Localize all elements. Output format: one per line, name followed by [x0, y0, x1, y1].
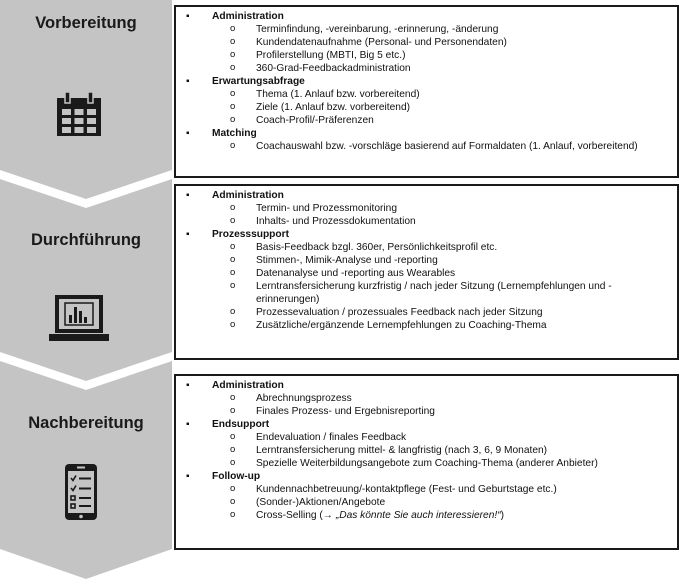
section-follow-up — [176, 470, 677, 522]
section-heading: ▪ Administration — [176, 10, 677, 23]
section-heading: ▪ Matching — [176, 127, 677, 140]
list-item: o Prozessevaluation / prozessuales Feedback nach jeder Sitzung — [176, 306, 677, 319]
list-item: o Endevaluation / finales Feedback — [176, 431, 677, 444]
phone-checklist-icon — [64, 463, 98, 521]
section-heading: ▪ Follow-up — [176, 470, 677, 483]
list-item: o Abrechnungsprozess — [176, 392, 677, 405]
list-item: o Zusätzliche/ergänzende Lernempfehlungen zu Coaching-Thema — [176, 319, 677, 332]
section-heading: ▪ Endsupport — [176, 418, 677, 431]
list-item: o Datenanalyse und -reporting aus Wearables — [176, 267, 677, 280]
section-heading: ▪ Erwartungsabfrage — [176, 75, 677, 88]
list-item-cross-selling — [176, 509, 677, 522]
list-item: o Coachauswahl bzw. -vorschläge basierend auf Formaldaten (1. Anlauf, vorbereitend) — [176, 140, 677, 153]
laptop-chart-icon — [49, 293, 109, 343]
section-endsupport — [176, 418, 677, 470]
phase-title-nachbereitung: Nachbereitung — [28, 414, 144, 432]
list-item: o Basis-Feedback bzgl. 360er, Persönlichkeitsprofil etc. — [176, 241, 677, 254]
calendar-icon — [55, 92, 103, 138]
section-erwartungsabfrage — [176, 75, 677, 127]
phase-title-durchfuehrung: Durchführung — [31, 231, 141, 249]
section-heading: ▪ Prozesssupport — [176, 228, 677, 241]
list-item: o Coach-Profil/-Präferenzen — [176, 114, 677, 127]
list-item: o Thema (1. Anlauf bzw. vorbereitend) — [176, 88, 677, 101]
list-item: o Kundennachbetreuung/-kontaktpflege (Fest- und Geburtstage etc.) — [176, 483, 677, 496]
phase-title-vorbereitung: Vorbereitung — [35, 14, 137, 32]
section-heading: ▪ Administration — [176, 379, 677, 392]
list-item: o Profilerstellung (MBTI, Big 5 etc.) — [176, 49, 677, 62]
section-administration — [176, 379, 677, 418]
box-vorbereitung — [174, 5, 679, 178]
box-nachbereitung — [174, 374, 679, 550]
section-heading: ▪ Administration — [176, 189, 677, 202]
list-item: o Terminfindung, -vereinbarung, -erinnerung, -änderung — [176, 23, 677, 36]
list-item: o Kundendatenaufnahme (Personal- und Personendaten) — [176, 36, 677, 49]
cross-selling-quote: „Das könnte Sie auch interessieren!“ — [335, 510, 501, 521]
box-durchfuehrung — [174, 184, 679, 360]
section-matching — [176, 127, 677, 153]
section-prozesssupport — [176, 228, 677, 332]
list-item: o Spezielle Weiterbildungsangebote zum Coaching-Thema (anderer Anbieter) — [176, 457, 677, 470]
chevron-durchfuehrung — [0, 179, 172, 381]
cross-selling-prefix: Cross-Selling (→ — [256, 510, 336, 521]
section-administration — [176, 189, 677, 228]
list-item: o (Sonder-)Aktionen/Angebote — [176, 496, 677, 509]
section-administration — [176, 10, 677, 75]
list-item: o Lerntransfersicherung mittel- & langfristig (nach 3, 6, 9 Monaten) — [176, 444, 677, 457]
list-item: o Finales Prozess- und Ergebnisreporting — [176, 405, 677, 418]
list-item: o Ziele (1. Anlauf bzw. vorbereitend) — [176, 101, 677, 114]
list-item: o Stimmen-, Mimik-Analyse und -reporting — [176, 254, 677, 267]
list-item: o 360-Grad-Feedbackadministration — [176, 62, 677, 75]
list-item: o Inhalts- und Prozessdokumentation — [176, 215, 677, 228]
list-item: o Termin- und Prozessmonitoring — [176, 202, 677, 215]
list-item: o Lerntransfersicherung kurzfristig / nach jeder Sitzung (Lernempfehlungen und -erinnerungen) — [176, 280, 677, 306]
cross-selling-suffix: ) — [500, 510, 505, 521]
